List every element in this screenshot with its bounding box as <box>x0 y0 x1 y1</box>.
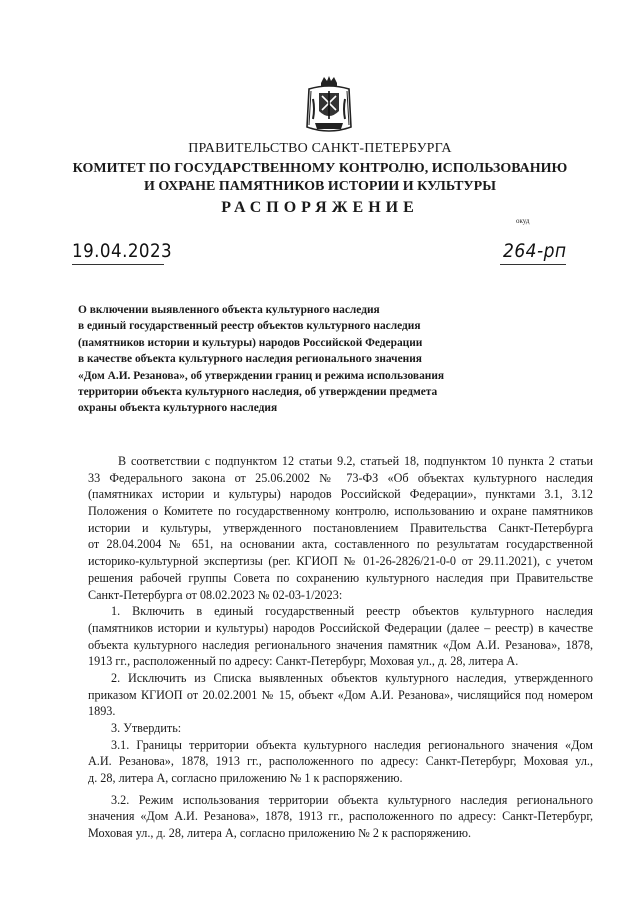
subject-line: О включении выявленного объекта культурного наследия <box>78 304 380 316</box>
text-line: (памятников истории и культуры) народов Российской Федерации (далее – реестр) в качестве <box>88 620 593 635</box>
subject-line: (памятников истории и культуры) народов Российской Федерации <box>78 336 423 349</box>
text-line: А.И. Резанова», 1878, 1913 гг., расположенного по адресу: Санкт-Петербург, Моховая ул., <box>88 754 593 769</box>
text-line: В соответствии с подпунктом 12 статьи 9.2, статьей 18, подпунктом 10 пункта 2 статьи <box>118 454 593 468</box>
text-line: приказом КГИОП от 20.02.2001 № 15, объект «Дом А.И. Резанова», числящийся под номером <box>88 687 593 702</box>
item-1-paragraph <box>88 603 593 670</box>
subject-line: территории объекта культурного наследия, об утверждении предмета <box>78 386 438 399</box>
text-line: Санкт-Петербурга от 08.02.2023 № 02-03-1/2023: <box>88 587 343 602</box>
date-underline <box>72 264 164 265</box>
item-3-2-paragraph <box>88 792 593 842</box>
text-line: значения «Дом А.И. Резанова», 1878, 1913 гг., расположенного по адресу: Санкт-Петербург, <box>88 809 593 824</box>
committee-name-line: И ОХРАНЕ ПАМЯТНИКОВ ИСТОРИИ И КУЛЬТУРЫ <box>144 179 496 194</box>
item-2-paragraph <box>88 670 593 720</box>
item-3-paragraph <box>88 720 593 737</box>
text-line: объекта культурного наследия регионального значения памятник «Дом А.И. Резанова», 1878, <box>88 637 593 652</box>
committee-name <box>0 160 640 196</box>
subject-line: в качестве объекта культурного наследия регионального значения <box>78 353 422 366</box>
text-line: 1. Включить в единый государственный реестр объектов культурного наследия <box>111 604 593 619</box>
text-line: 3.2. Режим использования территории объекта культурного наследия регионального <box>111 792 593 807</box>
government-name: ПРАВИТЕЛЬСТВО САНКТ-ПЕТЕРБУРГА <box>188 141 452 156</box>
number-underline <box>500 264 566 265</box>
document-type: РАСПОРЯЖЕНИЕ <box>221 199 419 216</box>
text-line: 33 Федерального закона от 25.06.2002 № 73-ФЗ «Об объектах культурного наследия <box>88 470 593 485</box>
subject-line: охраны объекта культурного наследия <box>78 402 278 415</box>
text-line: 3. Утвердить: <box>111 721 182 735</box>
text-line: от 28.04.2004 № 651, на основании акта, составленного по результатам государственной <box>88 537 593 552</box>
text-line: историко-культурной экспертизы (рег. КГИОП № 01-26-2826/21-0-0 от 29.11.2021), с учетом <box>88 554 593 569</box>
subject-line: в единый государственный реестр объектов культурного наследия <box>78 320 421 333</box>
preamble-paragraph <box>88 453 593 603</box>
text-line: (памятниках истории и культуры) народов Российской Федерации», пунктами 3.1, 3.12 <box>88 487 593 502</box>
text-line: 1893. <box>88 704 116 719</box>
text-line: 2. Исключить из Списка выявленных объектов культурного наследия, утвержденного <box>111 670 593 685</box>
text-line: 3.1. Границы территории объекта культурного наследия регионального значения «Дом <box>111 737 593 752</box>
text-line: Моховая ул., д. 28, литера А, согласно приложению № 2 к распоряжению. <box>88 826 472 841</box>
order-date: 19.04.2023 <box>72 240 173 262</box>
text-line: решения рабочей группы Совета по сохранению культурного наследия при Правительстве <box>88 570 593 585</box>
committee-name-line: КОМИТЕТ ПО ГОСУДАРСТВЕННОМУ КОНТРОЛЮ, ИСПОЛЬЗОВАНИЮ <box>72 161 568 176</box>
text-line: 1913 гг., расположенный по адресу: Санкт-Петербург, Моховая ул., д. 28, литера А. <box>88 654 519 669</box>
text-line: истории и культуры, утвержденного постановлением Правительства Санкт-Петербурга <box>88 520 593 535</box>
text-line: Положения о Комитете по государственному контролю, использованию и охране памятников <box>88 504 593 519</box>
order-number: 264-рп <box>503 240 567 262</box>
item-3-1-paragraph <box>88 737 593 787</box>
coat-of-arms-icon <box>303 75 355 137</box>
subject-line: «Дом А.И. Резанова», об утверждении границ и режима использования <box>78 369 445 382</box>
okud-label: окуд <box>516 217 530 225</box>
order-body <box>88 453 593 842</box>
text-line: д. 28, литера А, согласно приложению № 1 к распоряжению. <box>88 771 403 786</box>
order-subject <box>78 302 548 417</box>
